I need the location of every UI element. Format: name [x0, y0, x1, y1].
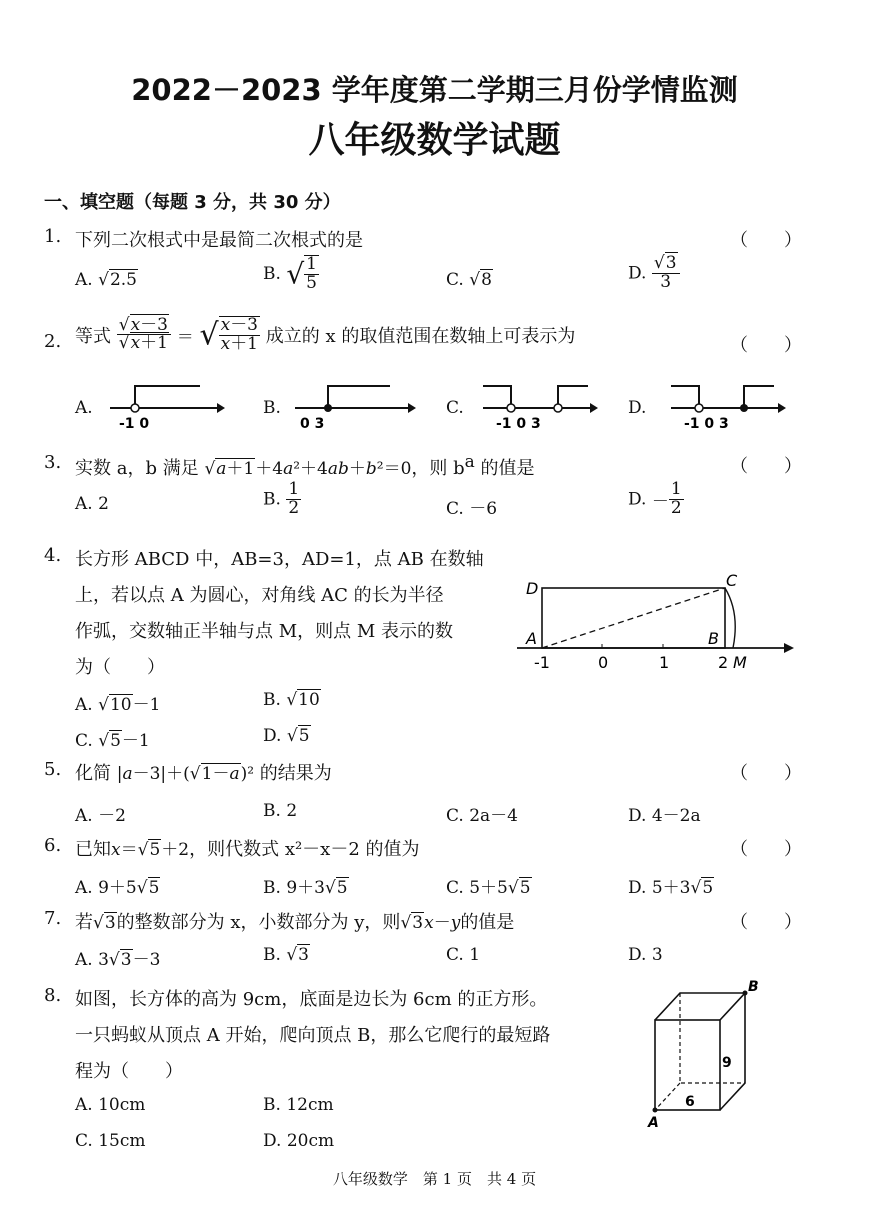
answer-paren-3: （ ） [730, 456, 802, 477]
question-2-number: 2. [44, 331, 62, 352]
question-8-line3: 程为（ ） [75, 1061, 183, 1082]
q3-option-a: A. 2 [75, 494, 109, 514]
question-3-number: 3. [44, 452, 62, 473]
q6-option-d: D. 5＋3√5 [628, 878, 714, 898]
axis-label-a: -1 0 [119, 416, 150, 430]
axis-label-b: 0 3 [300, 416, 325, 430]
q8-option-a: A. 10cm [75, 1095, 146, 1115]
q7-option-a: A. 3√3－3 [75, 950, 161, 970]
question-4-line3: 作弧，交数轴正半轴与点 M，则点 M 表示的数 [75, 621, 454, 642]
question-8-number: 8. [44, 985, 62, 1006]
question-4-number: 4. [44, 545, 62, 566]
q6-option-b: B. 9＋3√5 [263, 878, 348, 898]
q7-option-b: B. √3 [263, 945, 309, 965]
q2-option-c: C. [446, 398, 464, 418]
q2-option-b: B. [263, 398, 281, 418]
answer-paren-5: （ ） [730, 763, 802, 784]
question-5-number: 5. [44, 759, 62, 780]
q2-option-d: D. [628, 398, 647, 418]
q8-option-c: C. 15cm [75, 1131, 146, 1151]
number-line-b [290, 378, 420, 430]
q1-option-b: B. √ $\frac{1}{5}$ [263, 254, 317, 293]
label-b: B [748, 979, 759, 995]
q3-option-b: B. $\frac{1}{2}$ [263, 479, 300, 518]
q4-option-c: C. √5－1 [75, 731, 150, 751]
exam-title-line1: 2022－2023 学年度第二学期三月份学情监测 [131, 73, 738, 107]
q4-option-b: B. √10 [263, 690, 320, 710]
label-c: C [726, 571, 738, 590]
cuboid-figure [640, 975, 770, 1135]
number-line-a [105, 378, 225, 430]
q1-option-d: D. $\frac{√3}{3}$ [628, 255, 680, 292]
label-height: 9 [722, 1055, 732, 1071]
question-4-line4: 为（ ） [75, 657, 165, 678]
q7-option-c: C. 1 [446, 945, 481, 965]
q3-option-d: D. － $\frac{1}{2}$ [628, 479, 682, 518]
tick-label-2: 2 [718, 653, 729, 672]
question-8-line1: 如图，长方体的高为 9cm，底面是边长为 6cm 的正方形。 [75, 989, 548, 1010]
q2-option-a: A. [75, 398, 93, 418]
question-4-line2: 上，若以点 A 为圆心，对角线 AC 的长为半径 [75, 585, 444, 606]
axis-label-d: -1 0 3 [684, 416, 729, 430]
question-7-text: 若√3的整数部分为 x，小数部分为 y，则√3x－y的值是 [75, 912, 515, 933]
number-line-c [478, 378, 603, 430]
q8-option-b: B. 12cm [263, 1095, 334, 1115]
tick-label-neg1: -1 [534, 653, 550, 672]
q3-option-c: C. －6 [446, 499, 498, 519]
rectangle-number-line-figure [512, 568, 797, 680]
q6-option-a: A. 9＋5√5 [75, 878, 160, 898]
section-heading: 一、填空题（每题 3 分，共 30 分） [44, 192, 341, 213]
question-6-text: 已知x＝√5＋2，则代数式 x²－x－2 的值为 [75, 839, 420, 860]
exam-title-line2: 八年级数学试题 [308, 120, 561, 161]
q8-option-d: D. 20cm [263, 1131, 335, 1151]
question-7-number: 7. [44, 908, 62, 929]
answer-paren-7: （ ） [730, 912, 802, 933]
answer-paren-2: （ ） [730, 335, 802, 356]
question-1-number: 1. [44, 226, 62, 247]
q5-option-d: D. 4－2a [628, 806, 701, 826]
q5-option-a: A. －2 [75, 806, 126, 826]
q1-option-a: A. √2.5 [75, 270, 137, 290]
number-line-d [666, 378, 791, 430]
tick-label-0: 0 [598, 653, 609, 672]
page-footer: 八年级数学 第 1 页 共 4 页 [332, 1170, 537, 1188]
axis-label-c: -1 0 3 [496, 416, 541, 430]
q4-option-d: D. √5 [263, 726, 310, 746]
label-d: D [526, 579, 539, 598]
q6-option-c: C. 5＋5√5 [446, 878, 531, 898]
label-b: B [708, 629, 719, 648]
q5-option-b: B. 2 [263, 801, 298, 821]
q5-option-c: C. 2a－4 [446, 806, 518, 826]
tick-label-1: 1 [659, 653, 670, 672]
q4-option-a: A. √10－1 [75, 695, 161, 715]
question-6-number: 6. [44, 835, 62, 856]
question-2-text: 等式 $\frac{√x-3}{√x+1}$ ＝ √ $\frac{x-3}{x+1}$ 成立的 x 的取值范围在数轴上可表示为 [75, 314, 576, 354]
q1-option-c: C. √8 [446, 270, 492, 290]
question-5-text: 化简 |a－3|＋(√1－a)² 的结果为 [75, 763, 332, 784]
answer-paren-1: （ ） [730, 230, 802, 251]
label-a: A [526, 629, 537, 648]
answer-paren-6: （ ） [730, 839, 802, 860]
question-1-text: 下列二次根式中是最简二次根式的是 [75, 230, 363, 251]
question-8-line2: 一只蚂蚁从顶点 A 开始，爬向顶点 B，那么它爬行的最短路 [75, 1025, 551, 1046]
question-4-line1: 长方形 ABCD 中，AB=3，AD=1，点 AB 在数轴 [75, 549, 484, 570]
q7-option-d: D. 3 [628, 945, 663, 965]
label-a: A [648, 1115, 659, 1131]
label-m: M [733, 653, 747, 672]
question-3-text: 实数 a，b 满足 √a＋1＋4a²＋4ab＋b²＝0，则 $b^a$ 的值是 [75, 452, 535, 479]
label-width: 6 [685, 1094, 695, 1110]
